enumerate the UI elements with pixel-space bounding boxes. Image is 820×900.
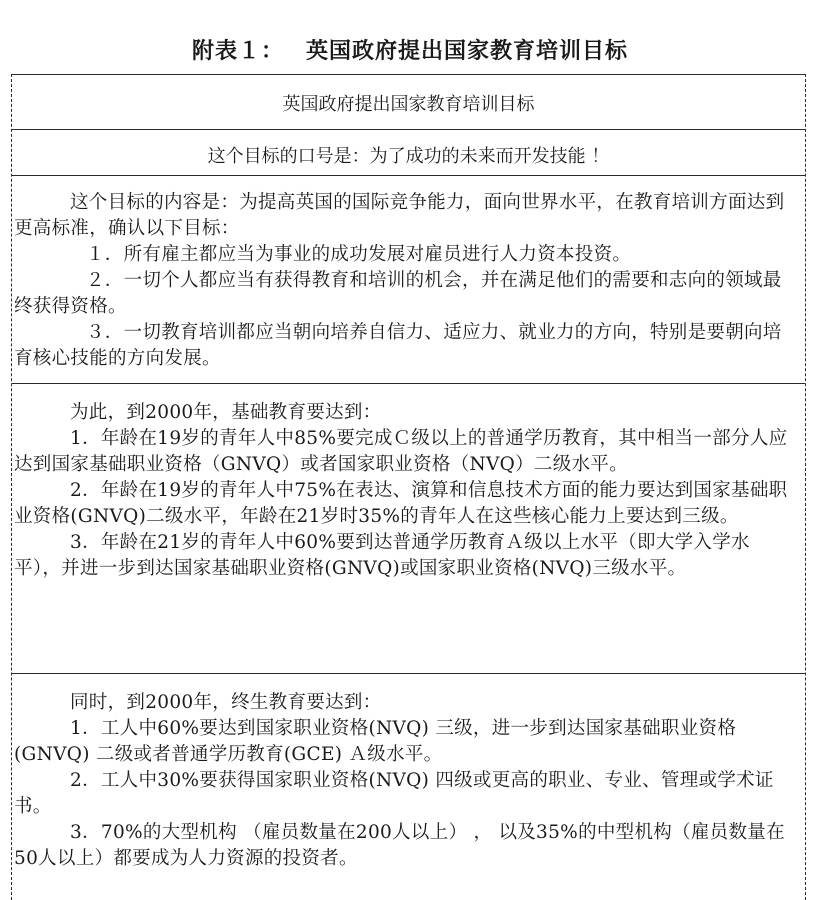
header-cell: 英国政府提出国家教育培训目标: [282, 94, 535, 115]
header-row: [12, 74, 805, 130]
lifelong-education-item: 3．70%的大型机构 （雇员数量在200人以上） ， 以及35%的中型机构（雇员数量在50人以上）都要成为人力资源的投资者。: [14, 822, 785, 869]
lifelong-education-intro: 同时，到2000年，终生教育要达到：: [70, 692, 382, 713]
caption-label: 附表１：: [191, 39, 284, 64]
basic-education-item: 1．年龄在19岁的青年人中85%要完成Ｃ级以上的普通学历教育，其中相当一部分人应达到国家基础职业资格（GNVQ）或者国家职业资格（NVQ）二级水平。: [14, 428, 788, 475]
content-item: ２．一切个人都应当有获得教育和培训的机会，并在满足他们的需要和志向的领域最终获得资格。: [14, 270, 782, 317]
basic-education-item: 3．年龄在21岁的青年人中60%要到达普通学历教育Ａ级以上水平（即大学入学水平），并进一步到达国家基础职业资格(GNVQ)或国家职业资格(NVQ)三级水平。: [14, 532, 750, 579]
basic-education-cell: [14, 400, 791, 582]
content-cell: [14, 190, 791, 372]
content-row: [12, 176, 805, 384]
lifelong-education-item: 2．工人中30%要获得国家职业资格(NVQ) 四级或更高的职业、专业、管理或学术证书。: [14, 770, 774, 817]
slogan-row: [12, 130, 805, 176]
content-item: １．所有雇主都应当为事业的成功发展对雇员进行人力资本投资。: [86, 244, 632, 265]
caption-title: 英国政府提出国家教育培训目标: [306, 39, 629, 64]
basic-education-intro: 为此，到2000年，基础教育要达到：: [70, 402, 382, 423]
content-intro: 这个目标的内容是：为提高英国的国际竞争能力，面向世界水平，在教育培训方面达到更高标准，确认以下目标：: [14, 192, 785, 239]
lifelong-education-row: [12, 674, 805, 900]
basic-education-row: [12, 384, 805, 674]
basic-education-item: 2．年龄在19岁的青年人中75%在表达、演算和信息技术方面的能力要达到国家基础职业资格(GNVQ)二级水平，年龄在21岁时35%的青年人在这些核心能力上要达到三级。: [14, 480, 788, 527]
lifelong-education-item: 1．工人中60%要达到国家职业资格(NVQ) 三级，进一步到达国家基础职业资格(GNVQ) 二级或者普通学历教育(GCE) Ａ级水平。: [14, 718, 737, 765]
targets-table: [11, 74, 806, 900]
slogan-cell: 这个目标的口号是：为了成功的未来而开发技能 ！: [207, 146, 610, 167]
table-caption: [0, 34, 820, 65]
lifelong-education-cell: [14, 690, 791, 872]
content-item: ３．一切教育培训都应当朝向培养自信力、适应力、就业力的方向，特别是要朝向培育核心技能的方向发展。: [14, 322, 782, 369]
